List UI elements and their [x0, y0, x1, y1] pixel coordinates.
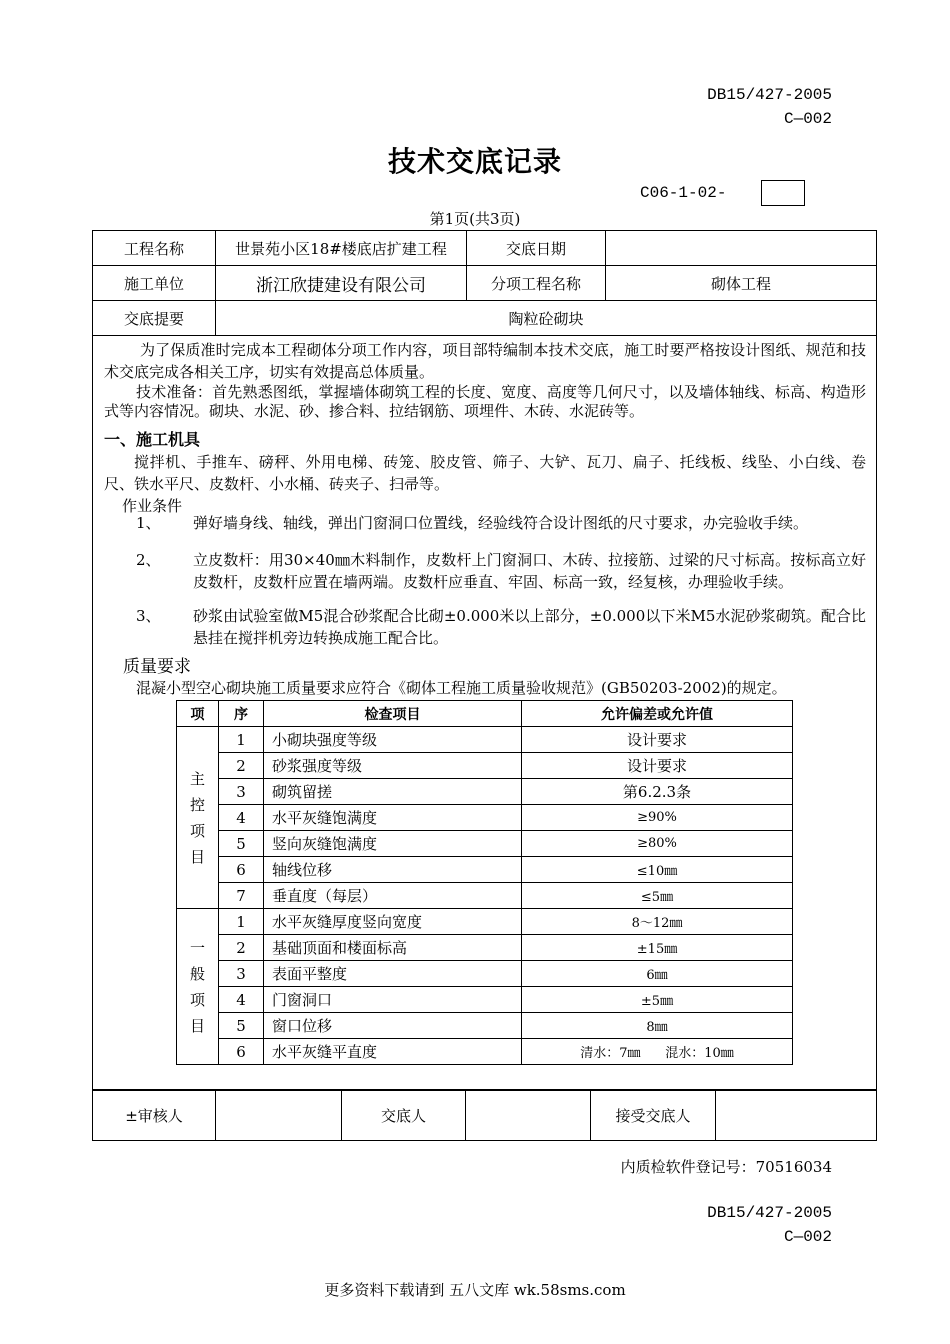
- condition-text: 立皮数杆：用30×40㎜木料制作，皮数杆上门窗洞口、木砖、拉接筋、过梁的尺寸标高。按标高立好皮数杆，皮数杆应置在墙两端。皮数杆应垂直、牢固、标高一致，经复核，办理验收手续。: [193, 551, 866, 591]
- record-code: C06-1-02-: [640, 184, 727, 202]
- row-item: 基础顶面和楼面标高: [264, 935, 522, 961]
- quality-title: 质量要求: [123, 657, 191, 677]
- row-item: 砌筑留搓: [264, 779, 522, 805]
- row-item: 水平灰缝平直度: [264, 1039, 522, 1065]
- table-row: [177, 1013, 793, 1039]
- row-no: 3: [219, 779, 264, 805]
- group-main-control: 主 控 项 目: [177, 727, 219, 909]
- row-no: 2: [219, 753, 264, 779]
- discloser-field[interactable]: [466, 1090, 591, 1141]
- standard-code-bottom: DB15/427-2005: [707, 1204, 832, 1222]
- row-value: ≤5㎜: [522, 883, 793, 909]
- sub-project-label: 分项工程名称: [467, 266, 606, 301]
- row-no: 4: [219, 987, 264, 1013]
- row-item: 水平灰缝饱满度: [264, 805, 522, 831]
- row-value: 设计要求: [522, 727, 793, 753]
- contractor-value: 浙江欣捷建设有限公司: [216, 266, 467, 301]
- date-value[interactable]: [606, 231, 877, 266]
- row-value: 8～12㎜: [522, 909, 793, 935]
- sub-project-value: 砌体工程: [606, 266, 877, 301]
- page-info: 第1页(共3页): [429, 210, 521, 228]
- table-row: [177, 935, 793, 961]
- row-value: 清水：7㎜ 混水：10㎜: [522, 1039, 793, 1065]
- signature-table: [92, 1089, 877, 1141]
- quality-table: [176, 700, 793, 1065]
- quality-intro: 混凝小型空心砌块施工质量要求应符合《砌体工程施工质量验收规范》(GB50203-2002)的规定。: [136, 679, 787, 697]
- row-item: 垂直度（每层）: [264, 883, 522, 909]
- project-name-label: 工程名称: [93, 231, 216, 266]
- row-no: 6: [219, 1039, 264, 1065]
- table-row: [177, 753, 793, 779]
- work-conditions-title: 作业条件: [122, 497, 183, 515]
- row-item: 砂浆强度等级: [264, 753, 522, 779]
- table-row: [177, 779, 793, 805]
- row-no: 5: [219, 1013, 264, 1039]
- registration-number: 内质检软件登记号：70516034: [620, 1158, 832, 1176]
- row-item: 水平灰缝厚度竖向宽度: [264, 909, 522, 935]
- table-row: [177, 961, 793, 987]
- row-value: ±5㎜: [522, 987, 793, 1013]
- table-row: [177, 883, 793, 909]
- row-item: 窗口位移: [264, 1013, 522, 1039]
- row-no: 2: [219, 935, 264, 961]
- row-value: 6㎜: [522, 961, 793, 987]
- col-header: 项: [177, 701, 219, 727]
- page-title: 技术交底记录: [387, 145, 562, 178]
- project-name: 世景苑小区18#楼底店扩建工程: [216, 231, 467, 266]
- tools-paragraph: 搅拌机、手推车、磅秤、外用电梯、砖笼、胶皮管、筛子、大铲、瓦刀、扁子、托线板、线坠、小白线、卷尺、铁水平尺、皮数杆、小水桶、砖夹子、扫帚等。: [104, 453, 866, 493]
- row-no: 5: [219, 831, 264, 857]
- table-row: [177, 909, 793, 935]
- row-value: ≥80%: [522, 831, 793, 857]
- table-row: [177, 727, 793, 753]
- row-no: 4: [219, 805, 264, 831]
- col-header: 序: [219, 701, 264, 727]
- contractor-label: 施工单位: [93, 266, 216, 301]
- row-item: 竖向灰缝饱满度: [264, 831, 522, 857]
- row-value: 8㎜: [522, 1013, 793, 1039]
- date-label: 交底日期: [467, 231, 606, 266]
- row-no: 7: [219, 883, 264, 909]
- row-no: 1: [219, 727, 264, 753]
- row-value: 设计要求: [522, 753, 793, 779]
- row-value: ≥90%: [522, 805, 793, 831]
- intro-paragraph: 为了保质准时完成本工程砌体分项工作内容，项目部特编制本技术交底，施工时要严格按设计图纸、规范和技术交底完成各相关工序，切实有效提高总体质量。: [104, 341, 866, 381]
- standard-code: DB15/427-2005: [707, 86, 832, 104]
- section-title-tools: 一、施工机具: [104, 430, 201, 449]
- table-row: [177, 857, 793, 883]
- condition-number: 2、: [136, 551, 161, 569]
- condition-text: 弹好墙身线、轴线，弹出门窗洞口位置线，经验线符合设计图纸的尺寸要求，办完验收手续。: [193, 514, 809, 532]
- row-value: ±15㎜: [522, 935, 793, 961]
- row-item: 小砌块强度等级: [264, 727, 522, 753]
- form-code-bottom: C—002: [783, 1228, 832, 1246]
- row-no: 6: [219, 857, 264, 883]
- row-value: ≤10㎜: [522, 857, 793, 883]
- form-code: C—002: [783, 110, 832, 128]
- summary-label: 交底提要: [93, 301, 216, 336]
- summary-value: 陶粒砼砌块: [216, 301, 877, 336]
- row-item: 轴线位移: [264, 857, 522, 883]
- col-header: 检查项目: [264, 701, 522, 727]
- table-row: [177, 1039, 793, 1065]
- table-row: [177, 987, 793, 1013]
- reviewer-field[interactable]: [216, 1090, 342, 1141]
- row-value: 第6.2.3条: [522, 779, 793, 805]
- tech-prep-paragraph: 技术准备：首先熟悉图纸，掌握墙体砌筑工程的长度、宽度、高度等几何尺寸，以及墙体轴线、标高、构造形式等内容情况。砌块、水泥、砂、掺合料、拉结钢筋、项埋件、木砖、水泥砖等。: [104, 383, 866, 420]
- group-general: 一 般 项 目: [177, 909, 219, 1065]
- table-row: [177, 805, 793, 831]
- condition-number: 3、: [136, 607, 161, 625]
- receiver-label: 接受交底人: [591, 1090, 716, 1141]
- reviewer-label: ±审核人: [93, 1090, 216, 1141]
- row-item: 表面平整度: [264, 961, 522, 987]
- receiver-field[interactable]: [716, 1090, 877, 1141]
- col-header: 允许偏差或允许值: [522, 701, 793, 727]
- footer-link[interactable]: 更多资料下载请到 五八文库 wk.58sms.com: [324, 1281, 626, 1299]
- header-table: [92, 230, 877, 336]
- row-no: 1: [219, 909, 264, 935]
- record-number-field[interactable]: [761, 180, 805, 206]
- row-no: 3: [219, 961, 264, 987]
- condition-number: 1、: [136, 514, 161, 532]
- condition-text: 砂浆由试验室做M5混合砂浆配合比砌±0.000米以上部分，±0.000以下米M5水泥砂浆砌筑。配合比悬挂在搅拌机旁边转换成施工配合比。: [193, 607, 866, 647]
- table-row: [177, 831, 793, 857]
- row-item: 门窗洞口: [264, 987, 522, 1013]
- discloser-label: 交底人: [342, 1090, 466, 1141]
